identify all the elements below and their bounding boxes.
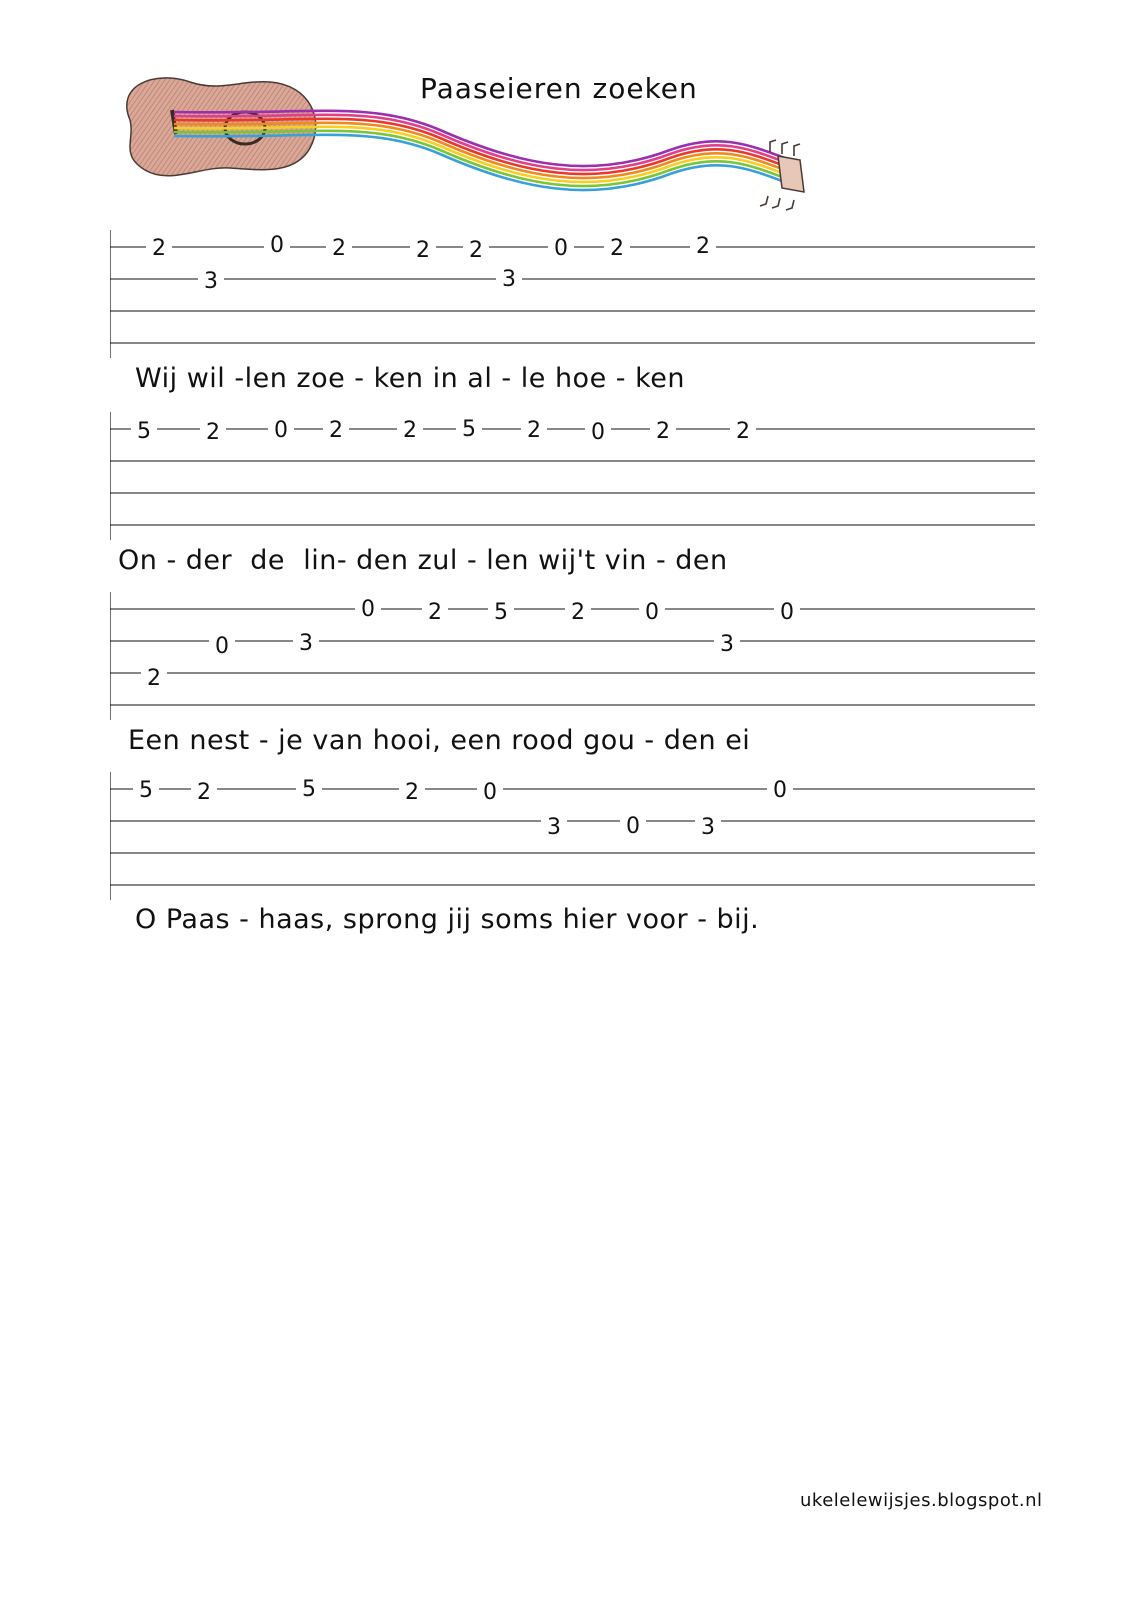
fret-number: 2 <box>736 419 750 444</box>
fret-number: 0 <box>591 420 605 445</box>
fret-number: 2 <box>329 418 343 443</box>
lyric-line: Wij wil -len zoe - ken in al - le hoe - ken <box>135 363 685 394</box>
fret-number: 2 <box>428 600 442 625</box>
fret-number: 2 <box>656 419 670 444</box>
fret-number: 0 <box>274 418 288 443</box>
fret-number: 5 <box>302 777 316 802</box>
fret-number: 0 <box>215 634 229 659</box>
fret-number: 0 <box>626 814 640 839</box>
tab-system <box>110 230 1060 362</box>
tab-system <box>110 592 1060 724</box>
fret-number: 5 <box>137 419 151 444</box>
lyric-line: Een nest - je van hooi, een rood gou - den ei <box>128 725 751 756</box>
lyric-line: O Paas - haas, sprong jij soms hier voor - bij. <box>135 904 760 935</box>
fret-number: 0 <box>773 778 787 803</box>
fret-number: 3 <box>502 267 516 292</box>
fret-number: 5 <box>462 417 476 442</box>
fret-number: 2 <box>416 238 430 263</box>
fret-number: 2 <box>152 236 166 261</box>
lyric-line: On - der de lin- den zul - len wij't vin - den <box>118 545 728 576</box>
fret-number: 3 <box>701 815 715 840</box>
tab-system <box>110 412 1060 544</box>
fret-number: 2 <box>696 234 710 259</box>
fret-number: 2 <box>405 780 419 805</box>
fret-number: 0 <box>780 600 794 625</box>
fret-number: 2 <box>147 666 161 691</box>
fret-number: 3 <box>204 269 218 294</box>
tab-system <box>110 772 1060 904</box>
fret-number: 0 <box>483 780 497 805</box>
footer-url: ukelelewijsjes.blogspot.nl <box>800 1490 1043 1511</box>
fret-number: 2 <box>403 418 417 443</box>
fret-number: 2 <box>610 236 624 261</box>
fret-number: 2 <box>197 780 211 805</box>
fret-number: 2 <box>571 600 585 625</box>
fret-number: 3 <box>299 631 313 656</box>
fret-number: 0 <box>645 600 659 625</box>
fret-number: 2 <box>527 418 541 443</box>
fret-number: 3 <box>720 632 734 657</box>
fret-number: 3 <box>547 815 561 840</box>
fret-number: 2 <box>206 420 220 445</box>
fret-number: 0 <box>361 597 375 622</box>
fret-number: 5 <box>494 600 508 625</box>
fret-number: 5 <box>139 778 153 803</box>
fret-number: 0 <box>554 236 568 261</box>
fret-number: 0 <box>270 233 284 258</box>
fret-number: 2 <box>332 236 346 261</box>
fret-number: 2 <box>469 238 483 263</box>
song-title: Paaseieren zoeken <box>420 72 698 105</box>
